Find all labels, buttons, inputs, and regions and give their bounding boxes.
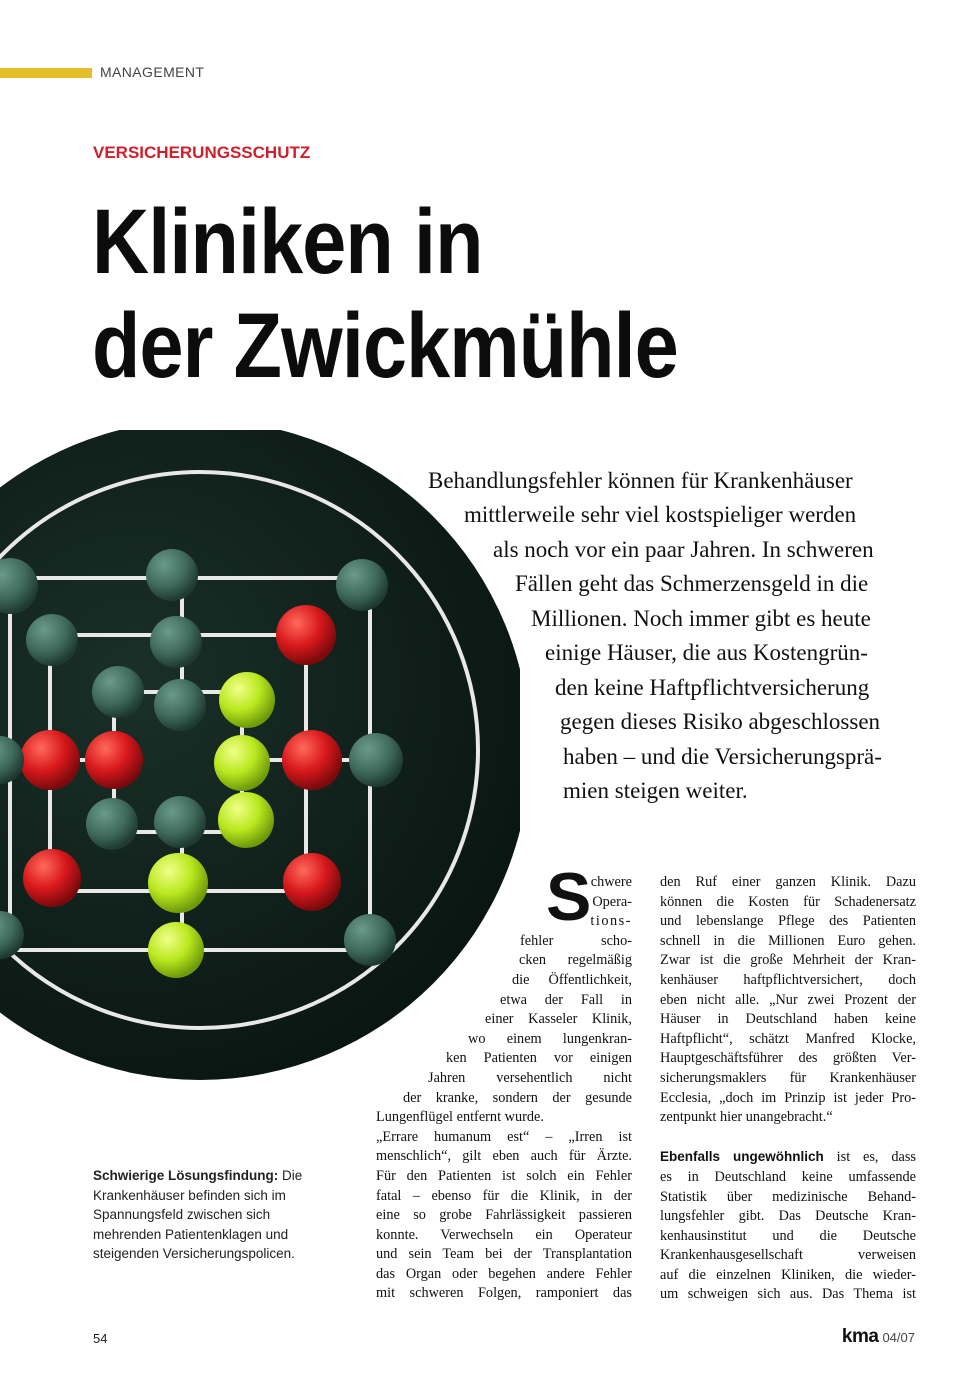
lede-line: einige Häuser, die aus Kostengrün- [545, 640, 868, 665]
body-line: Krankenhausgesellschaft verweisen [660, 1247, 916, 1264]
article-headline [92, 190, 678, 398]
article-kicker: VERSICHERUNGSSCHUTZ [93, 143, 311, 162]
body-line: mit schweren Folgen, ramponiert das [376, 1285, 632, 1302]
body-line: „Errare humanum est“ – „Irren ist [376, 1128, 632, 1145]
drop-cap: S [546, 859, 592, 935]
photo-caption [93, 1166, 328, 1264]
body-line: lungsfehler gibt. Das Deutsche Kran- [660, 1208, 916, 1225]
body-line: fehler scho- [520, 932, 632, 949]
body-line: konnte. Verwechseln ein Operateur [376, 1226, 632, 1243]
body-line: ken Patienten vor einigen [446, 1050, 632, 1067]
body-column-right [660, 873, 916, 1305]
body-line: Opera- [592, 893, 632, 910]
lede-line: als noch vor ein paar Jahren. In schweren [493, 537, 874, 562]
body-line: und lebenslange Pflege des Patienten [660, 913, 916, 930]
body-line: fatal – ebenso für die Klinik, in der [376, 1187, 632, 1204]
body-line: Ecclesia, „doch im Prinzip ist jeder Pro- [660, 1089, 916, 1106]
body-line: Statistik über medizinische Behand- [660, 1188, 916, 1205]
body-line: das Organ oder begehen andere Fehler [376, 1265, 632, 1282]
lede-line: haben – und die Versicherungsprä- [563, 744, 882, 769]
body-line: schnell in die Millionen Euro gehen. [660, 932, 916, 949]
body-line: den Ruf einer ganzen Klinik. Dazu [660, 874, 916, 890]
body-line: zentpunkt hier unangebracht.“ [660, 1109, 833, 1126]
body-line: und sein Team bei der Transplantation [376, 1246, 632, 1263]
body-line: eine so grobe Fahrlässigkeit passieren [376, 1207, 632, 1224]
headline-line-1: Kliniken in [92, 191, 483, 293]
body-line: tions- [590, 913, 632, 930]
body-line: der kranke, sondern der gesunde [403, 1089, 632, 1106]
body-line: menschlich“, gilt eben auch für Ärzte. [376, 1148, 632, 1165]
lede-line: mittlerweile sehr viel kostspieliger werden [464, 502, 857, 527]
body-line [660, 1147, 916, 1168]
body-line: cken regelmäßig [519, 952, 632, 969]
headline-line-2: der Zwickmühle [92, 295, 678, 397]
body-line: Zwar ist die große Mehrheit der Kran- [660, 952, 916, 969]
lede-line: Behandlungsfehler können für Krankenhäuser [428, 468, 853, 493]
body-line: eben nicht alle. „Nur zwei Prozent der [660, 991, 916, 1008]
lede-line: mien steigen weiter. [563, 778, 748, 803]
body-line: einer Kasseler Klinik, [485, 1011, 632, 1028]
page-number: 54 [93, 1331, 108, 1346]
body-line: um schweigen sich aus. Das Thema ist [660, 1286, 916, 1303]
magazine-brand [842, 1326, 915, 1348]
body-line: Haftpflicht“, schätzt Manfred Klocke, [660, 1030, 916, 1047]
body-line: Häuser in Deutschland haben keine [660, 1011, 916, 1028]
body-line: die Öffentlichkeit, [512, 971, 632, 988]
body-line: Hauptgeschäftsführer des größten Ver- [660, 1050, 916, 1067]
body-line: wo einem lungenkran- [468, 1030, 632, 1047]
header-accent-bar [0, 68, 92, 78]
body-line: Für den Patienten ist solch ein Fehler [376, 1167, 632, 1184]
lede-line: gegen dieses Risiko abgeschlossen [560, 709, 881, 734]
lede-line: Millionen. Noch immer gibt es heute [531, 606, 871, 631]
issue-number: 04/07 [882, 1330, 915, 1345]
section-label: MANAGEMENT [100, 64, 205, 80]
body-text: ist es, dass [836, 1149, 916, 1166]
paragraph-lead-in: Ebenfalls ungewöhnlich [660, 1149, 824, 1165]
body-line: kenhäuser haftpflichtversichert, doch [660, 971, 916, 988]
caption-text: Die Krankenhäuser befinden sich im Spannungsfeld zwischen sich mehrenden Patientenklagen und steigenden Versicherungspolicen. [93, 1168, 303, 1261]
body-line: auf die einzelnen Kliniken, die wieder- [660, 1266, 916, 1283]
body-line: Jahren versehentlich nicht [428, 1069, 632, 1086]
lede-line: den keine Haftpflichtversicherung [555, 675, 870, 700]
caption-lead: Schwierige Lösungsfindung: [93, 1168, 279, 1183]
article-lede [0, 464, 975, 824]
body-column-middle [376, 873, 632, 1304]
paragraph-gap [660, 1128, 916, 1148]
body-line: sicherungsmaklers für Krankenhäuser [660, 1069, 916, 1086]
body-line: etwa der Fall in [500, 991, 632, 1008]
body-line: chwere [590, 874, 632, 890]
body-line: kenhausinstitut und die Deutsche [660, 1227, 916, 1244]
body-line: es in Deutschland keine umfassende [660, 1168, 916, 1185]
body-line: Lungenflügel entfernt wurde. [376, 1109, 544, 1126]
brand-logo: kma [841, 1326, 879, 1347]
body-line: können die Kosten für Schadenersatz [660, 893, 916, 910]
lede-line: Fällen geht das Schmerzensgeld in die [515, 571, 869, 596]
